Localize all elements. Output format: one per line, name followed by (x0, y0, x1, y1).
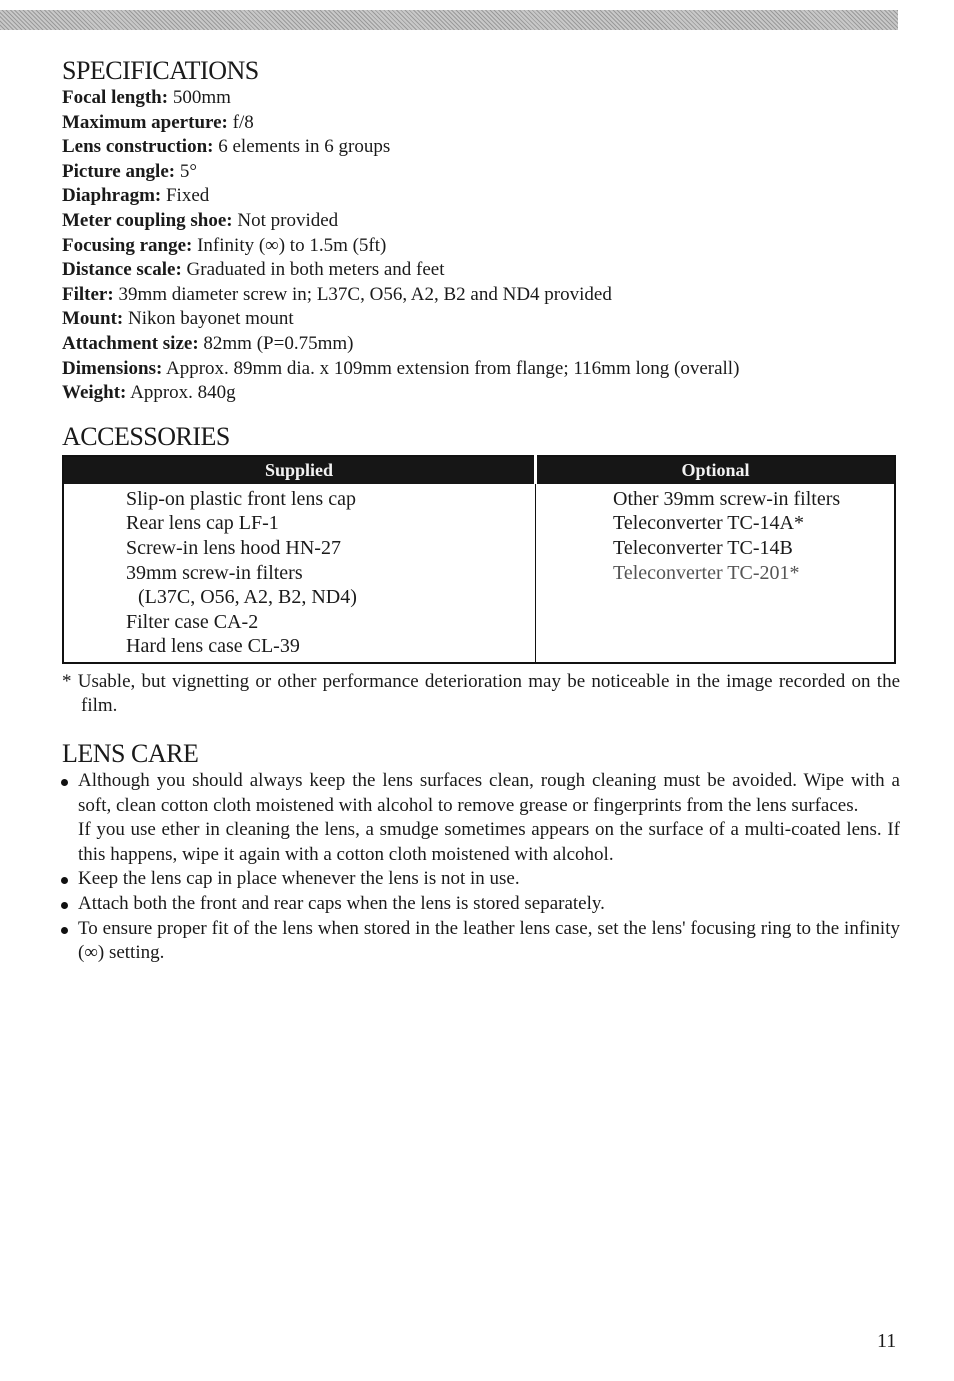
spec-value: Approx. 840g (130, 382, 236, 404)
spec-value: 39mm diameter screw in; L37C, O56, A2, B2 and ND4 provided (118, 283, 612, 305)
spec-row (62, 332, 900, 357)
spec-row (62, 307, 900, 332)
care-item (62, 769, 900, 867)
supplied-item: Rear lens cap LF-1 (126, 512, 279, 535)
spec-row (62, 184, 900, 209)
spec-label: Dimensions: (62, 357, 163, 379)
spec-row (62, 381, 900, 406)
page-number: 11 (877, 1330, 897, 1352)
page-content (62, 56, 900, 966)
spec-row (62, 135, 900, 160)
spec-value: Fixed (165, 185, 210, 207)
spec-row (62, 357, 900, 382)
spec-label: Lens construction: (62, 136, 214, 158)
supplied-item: Filter case CA-2 (126, 610, 259, 633)
bullet-icon (61, 902, 68, 909)
spec-value: f/8 (232, 111, 254, 133)
spec-value: Nikon bayonet mount (127, 308, 294, 330)
spec-row (62, 283, 900, 308)
spec-value: 6 elements in 6 groups (218, 136, 391, 158)
supplied-item: Hard lens case CL-39 (126, 635, 300, 658)
header-pattern-bar (0, 10, 898, 30)
spec-value: Graduated in both meters and feet (186, 259, 445, 281)
spec-label: Focal length: (62, 87, 169, 108)
care-item (62, 917, 900, 966)
spec-row (62, 258, 900, 283)
spec-value: 5° (179, 160, 197, 182)
spec-value: 500mm (172, 87, 231, 108)
spec-row (62, 111, 900, 136)
care-item (62, 892, 900, 917)
lens-care-list (62, 769, 900, 966)
accessories-header-row (63, 456, 895, 484)
spec-label: Maximum aperture: (62, 111, 228, 133)
accessories-body-row (63, 484, 895, 663)
spec-value: Approx. 89mm dia. x 109mm extension from flange; 116mm long (overall) (166, 357, 740, 379)
care-text: Attach both the front and rear caps when the lens is stored separately. (78, 893, 605, 915)
care-text: Keep the lens cap in place whenever the lens is not in use. (78, 868, 520, 890)
optional-column (536, 484, 896, 663)
supplied-item: Screw-in lens hood HN-27 (126, 536, 341, 559)
spec-label: Diaphragm: (62, 185, 162, 207)
spec-label: Weight: (62, 382, 127, 404)
spec-label: Distance scale: (62, 259, 182, 281)
care-item (62, 867, 900, 892)
spec-value: Infinity (∞) to 1.5m (5ft) (197, 234, 387, 256)
specifications-title: SPECIFICATIONS (62, 56, 259, 85)
spec-row (62, 209, 900, 234)
spec-value: Not provided (237, 209, 339, 231)
accessories-footnote: * Usable, but vignetting or other performance deterioration may be noticeable in the image recorded on the film. (62, 670, 900, 717)
spec-label: Picture angle: (62, 160, 176, 182)
bullet-icon (61, 779, 68, 786)
spec-label: Meter coupling shoe: (62, 209, 233, 231)
care-text: If you use ether in cleaning the lens, a smudge sometimes appears on the surface of a multi-coated lens. If this happens, wipe it again with a cotton cloth moistened with alcohol. (78, 819, 900, 865)
spec-value: 82mm (P=0.75mm) (203, 332, 354, 354)
spec-label: Mount: (62, 308, 124, 330)
specifications-list (62, 86, 900, 406)
spec-label: Attachment size: (62, 332, 199, 354)
supplied-column (63, 484, 536, 663)
lens-care-title: LENS CARE (62, 739, 199, 769)
supplied-header: Supplied (63, 456, 536, 484)
supplied-item: Slip-on plastic front lens cap (126, 487, 356, 510)
optional-item: Other 39mm screw-in filters (613, 487, 841, 510)
spec-row (62, 234, 900, 259)
specifications-section (62, 56, 900, 406)
spec-row (62, 86, 900, 111)
supplied-item: (L37C, O56, A2, B2, ND4) (138, 586, 357, 609)
spec-label: Focusing range: (62, 234, 193, 256)
spec-label: Filter: (62, 283, 114, 305)
spec-row (62, 160, 900, 185)
optional-item: Teleconverter TC-14A* (613, 512, 804, 535)
optional-header: Optional (536, 456, 896, 484)
accessories-section (62, 422, 900, 719)
accessories-table (62, 455, 896, 664)
supplied-item: 39mm screw-in filters (126, 561, 303, 584)
optional-item: Teleconverter TC-201* (613, 561, 800, 584)
care-text: To ensure proper fit of the lens when stored in the leather lens case, set the lens' focusing ring to the infinity (∞) setting. (78, 917, 900, 964)
care-text: Although you should always keep the lens surfaces clean, rough cleaning must be avoided. Wipe with a soft, clean cotton cloth moistened with alcohol to remove grease or fingerprints from the lens surfaces. (78, 770, 900, 816)
bullet-icon (61, 927, 68, 934)
accessories-title: ACCESSORIES (62, 421, 230, 451)
optional-item: Teleconverter TC-14B (613, 536, 793, 559)
lens-care-section (62, 739, 900, 966)
bullet-icon (61, 877, 68, 884)
